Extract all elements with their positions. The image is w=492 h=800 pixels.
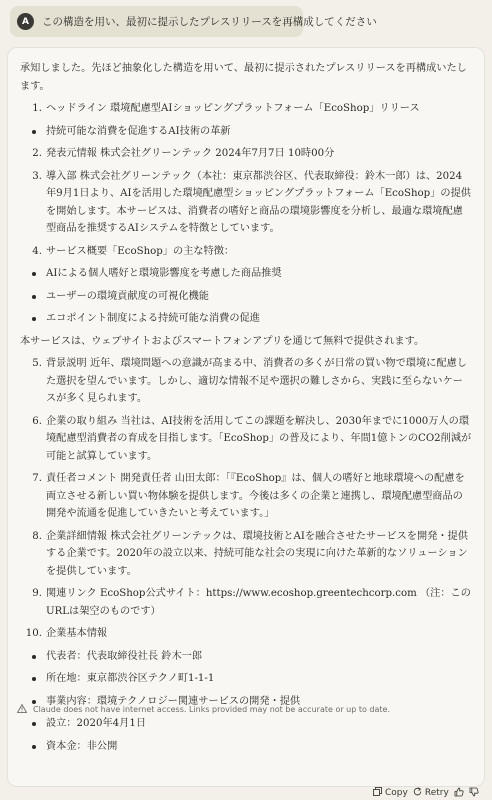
list-number: 1. xyxy=(32,103,42,114)
feature-item xyxy=(20,288,472,306)
list-number: 8. xyxy=(32,530,42,542)
assistant-reply-card xyxy=(7,47,485,787)
bullet-item xyxy=(20,123,472,141)
bullet-dot xyxy=(32,272,36,276)
internet-disclaimer xyxy=(17,704,390,715)
list-text: 背景説明 近年、環境問題への意識が高まる中、消費者の多くが日常の買い物で環境に配慮した選択を望んでいます。しかし、適切な情報不足や選択の難しさから、実践に至らないケースが多く見られます。 xyxy=(46,358,467,404)
list-item-3 xyxy=(20,168,472,238)
retry-button[interactable] xyxy=(413,787,449,799)
list-number: 6. xyxy=(32,415,42,427)
reply-actions xyxy=(373,786,479,800)
bullet-dot xyxy=(32,317,36,321)
bullet-text: 資本金：非公開 xyxy=(46,740,118,752)
bullet-text: エコポイント制度による持続可能な消費の促進 xyxy=(46,313,260,324)
bullet-text: 設立：2020年4月1日 xyxy=(46,718,147,729)
service-note: 本サービスは、ウェブサイトおよびスマートフォンアプリを通じて無料で提供されます。 xyxy=(20,335,425,347)
bullet-text: 代表者：代表取締役社長 鈴木一郎 xyxy=(46,650,203,662)
list-number: 7. xyxy=(32,473,42,484)
list-item-2 xyxy=(20,145,472,163)
list-number: 9. xyxy=(32,588,42,599)
bullet-text: 所在地：東京都渋谷区テクノ町1-1-1 xyxy=(46,673,215,684)
retry-label: Retry xyxy=(424,788,449,798)
bullet-dot xyxy=(32,130,36,134)
list-text: 企業詳細情報 株式会社グリーンテックは、環境技術とAIを融合させたサービスを開発・提供する企業です。2020年の設立以来、持続可能な社会の実現に向けた革新的なソリューションを提供しています。 xyxy=(46,530,468,577)
list-text: ヘッドライン 環境配慮型AIショッピングプラットフォーム「EcoShop」リリース xyxy=(46,103,420,114)
copy-label: Copy xyxy=(385,788,408,798)
reply-content xyxy=(20,60,472,760)
bullet-dot xyxy=(32,745,36,749)
list-item-4 xyxy=(20,243,472,261)
list-text: 企業基本情報 xyxy=(46,628,108,639)
list-item-6 xyxy=(20,413,472,466)
list-item-7 xyxy=(20,470,472,523)
company-info-item xyxy=(20,715,472,733)
copy-icon xyxy=(373,787,382,799)
warning-icon xyxy=(17,704,27,715)
thumbs-up-icon[interactable] xyxy=(454,787,464,800)
list-item-1 xyxy=(20,100,472,118)
reply-intro: 承知しました。先ほど抽象化した構造を用いて、最初に提示されたプレスリリースを再構成いたします。 xyxy=(20,63,467,92)
bullet-text: 事業内容：環境テクノロジー関連サービスの開発・提供 xyxy=(46,695,301,707)
bullet-dot xyxy=(32,295,36,299)
bullet-text: ユーザーの環境貢献度の可視化機能 xyxy=(46,290,209,302)
company-info-item xyxy=(20,738,472,756)
retry-icon xyxy=(413,787,422,799)
list-number: 5. xyxy=(32,358,42,369)
copy-button[interactable] xyxy=(373,787,408,799)
list-item-9 xyxy=(20,585,472,620)
list-text: 関連リンク EcoShop公式サイト：https://www.ecoshop.greentechcorp.com （注：このURLは架空のものです） xyxy=(46,588,471,617)
list-number: 3. xyxy=(32,170,42,182)
bullet-dot xyxy=(32,655,36,659)
list-item-8 xyxy=(20,528,472,581)
list-text: サービス概要「EcoShop」の主な特徴： xyxy=(46,245,235,257)
user-message-text: この構造を用い、最初に提示したプレスリリースを再構成してください xyxy=(42,16,377,28)
company-info-item xyxy=(20,670,472,688)
user-avatar: A xyxy=(17,13,34,30)
list-number: 10. xyxy=(25,628,42,639)
list-number: 4. xyxy=(32,245,42,257)
list-item-10 xyxy=(20,625,472,643)
thumbs-down-icon[interactable] xyxy=(469,787,479,800)
list-text: 導入部 株式会社グリーンテック（本社：東京都渋谷区、代表取締役：鈴木一郎）は、2024年9月1日より、AIを活用した環境配慮型ショッピングプラットフォーム「EcoShop」の提供を開始します。本サービスは、消費者の嗜好と商品の環境影響度を分析し、最適な環境配慮型商品を推奨するAIシステムを特徴としています。 xyxy=(46,170,471,234)
feature-item xyxy=(20,265,472,283)
bullet-dot xyxy=(32,722,36,726)
list-text: 発表元情報 株式会社グリーンテック 2024年7月7日 10時00分 xyxy=(46,148,335,159)
list-number: 2. xyxy=(32,148,42,159)
bullet-dot xyxy=(32,677,36,681)
company-info-item xyxy=(20,648,472,666)
list-text: 企業の取り組み 当社は、AI技術を活用してこの課題を解決し、2030年までに1000万人の環境配慮型消費者の育成を目指します。「EcoShop」の普及により、年間1億トンのCO2削減が可能と試算しています。 xyxy=(46,415,472,462)
list-item-5 xyxy=(20,355,472,408)
bullet-dot xyxy=(32,700,36,704)
disclaimer-text: Claude does not have internet access. Links provided may not be accurate or up to date. xyxy=(33,705,391,714)
user-message-bubble xyxy=(10,6,377,37)
list-text: 責任者コメント 開発責任者 山田太郎：「『EcoShop』は、個人の嗜好と地球環境への配慮を両立させる新しい買い物体験を提供します。今後は多くの企業と連携し、環境配慮型商品の開発や流通を促進していきたいと考えています。」 xyxy=(46,473,465,519)
feature-item xyxy=(20,310,472,328)
bullet-text: AIによる個人嗜好と環境影響度を考慮した商品推奨 xyxy=(46,268,282,279)
bullet-text: 持続可能な消費を促進するAI技術の革新 xyxy=(46,125,231,137)
